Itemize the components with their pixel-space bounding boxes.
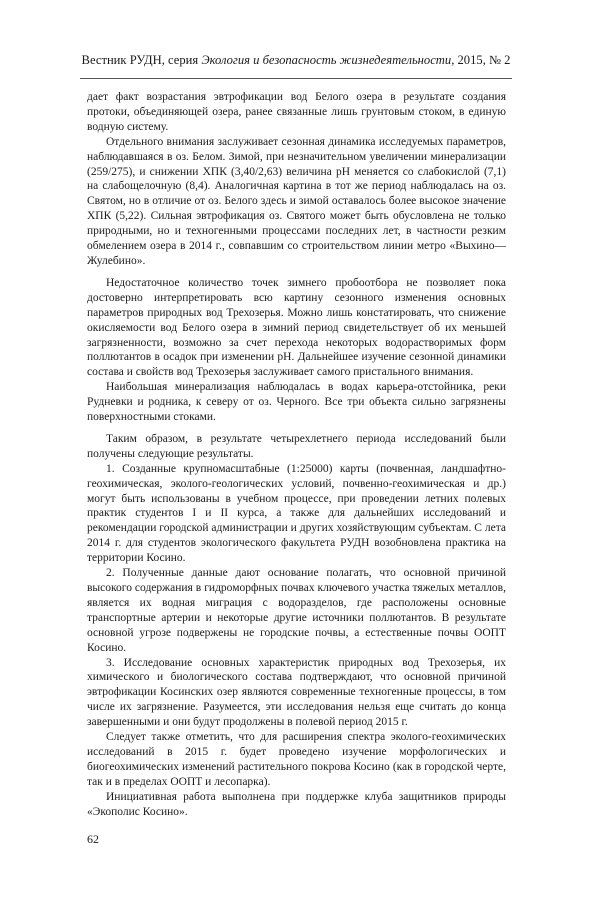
running-header <box>0 53 592 68</box>
header-journal: Вестник РУДН, серия <box>81 53 202 67</box>
body-text <box>87 90 506 820</box>
paragraph-9: Следует также отметить, что для расширения спектра эколого-геохимических исследований в 2015 г. будет проведено изучение морфологических и биогеохимических изменений растительного покрова Косино (как в городской черте, так и в пределах ООПТ и лесопарка). <box>87 731 506 788</box>
header-rule <box>80 78 512 79</box>
paragraph-8: 3. Исследование основных характеристик природных вод Трехозерья, их химического и биологического состава подтверждают, что основной причиной эвтрофикации Косинских озер являются современные техногенные процессы, в том числе их загрязнение. Разумеется, эти исследования нельзя еще считать до конца завершенными и они будут продолжены в полевой период 2015 г. <box>87 656 506 729</box>
paragraph-6: 1. Созданные крупномасштабные (1:25000) карты (почвенная, ландшафтно-геохимическая, эколого-геологических условий, почвенно-геохимическая и др.) могут быть использованы в учебном процессе, при проведении летних полевых практик студентов I и II курса, а также для дальнейших исследований и рекомендации городской администрации и других хозяйствующим субъектам. С лета 2014 г. для студентов экологического факультета РУДН возобновлена практика на территории Косино. <box>87 462 506 565</box>
paragraph-1: дает факт возрастания эвтрофикации вод Белого озера в результате создания протоки, объединяющей озера, ранее связанные лишь грунтовым стоком, в единую водную систему. <box>87 91 506 133</box>
page-number: 62 <box>87 832 99 846</box>
paragraph-10: Инициативная работа выполнена при поддержке клуба защитников природы «Экополис Косино». <box>87 790 506 818</box>
paragraph-7: 2. Полученные данные дают основание полагать, что основной причиной высокого содержания в гидроморфных почвах ключевого участка тяжелых металлов, является их водная миграция с водоразделов, где расположены основные транспортные артерии и некоторые другие источники поллютантов. В результате основной угрозе подвержены не городские почвы, а естественные почвы ООПТ Косино. <box>87 567 506 654</box>
header-issue: , 2015, № 2 <box>451 53 511 67</box>
paragraph-2: Отдельного внимания заслуживает сезонная динамика исследуемых параметров, наблюдавшаяся в оз. Белом. Зимой, при незначительном увеличении минерализации (259/275), и снижении ХПК (3,40/2,63) величина pH меняется со слабокислой (7,1) на слабощелочную (8,4). Аналогичная картина в тот же период наблюдалась на оз. Святом, но в отличие от оз. Белого здесь и зимой оставалось более высокое значение ХПК (5,22). Сильная эвтрофикация оз. Святого может быть обусловлена не только природными, но и техногенными процессами последних лет, в частности резким обмелением озера в 2014 г., совпавшим со строительством линии метро «Выхино—Жулебино». <box>87 135 506 267</box>
paragraph-5: Таким образом, в результате четырехлетнего периода исследований были получены следующие результаты. <box>87 432 506 460</box>
header-series: Экология и безопасность жизнедеятельности <box>201 53 452 67</box>
paragraph-3: Недостаточное количество точек зимнего пробоотбора не позволяет пока достоверно интерпретировать всю картину сезонного изменения основных параметров природных вод Трехозерья. Можно лишь констатировать, что снижение окисляемости вод Белого озера в зимний период свидетельствует об их меньшей загрязненности, возможно за счет перехода некоторых водорастворимых форм поллютантов в осадок при изменении pH. Дальнейшее изучение сезонной динамики состава и свойств вод Трехозерья заслуживает самого пристального внимания. <box>87 276 506 379</box>
paragraph-4: Наибольшая минерализация наблюдалась в водах карьера-отстойника, реки Рудневки и родника, к северу от оз. Черного. Все три объекта сильно загрязнены поверхностными стоками. <box>87 381 506 424</box>
